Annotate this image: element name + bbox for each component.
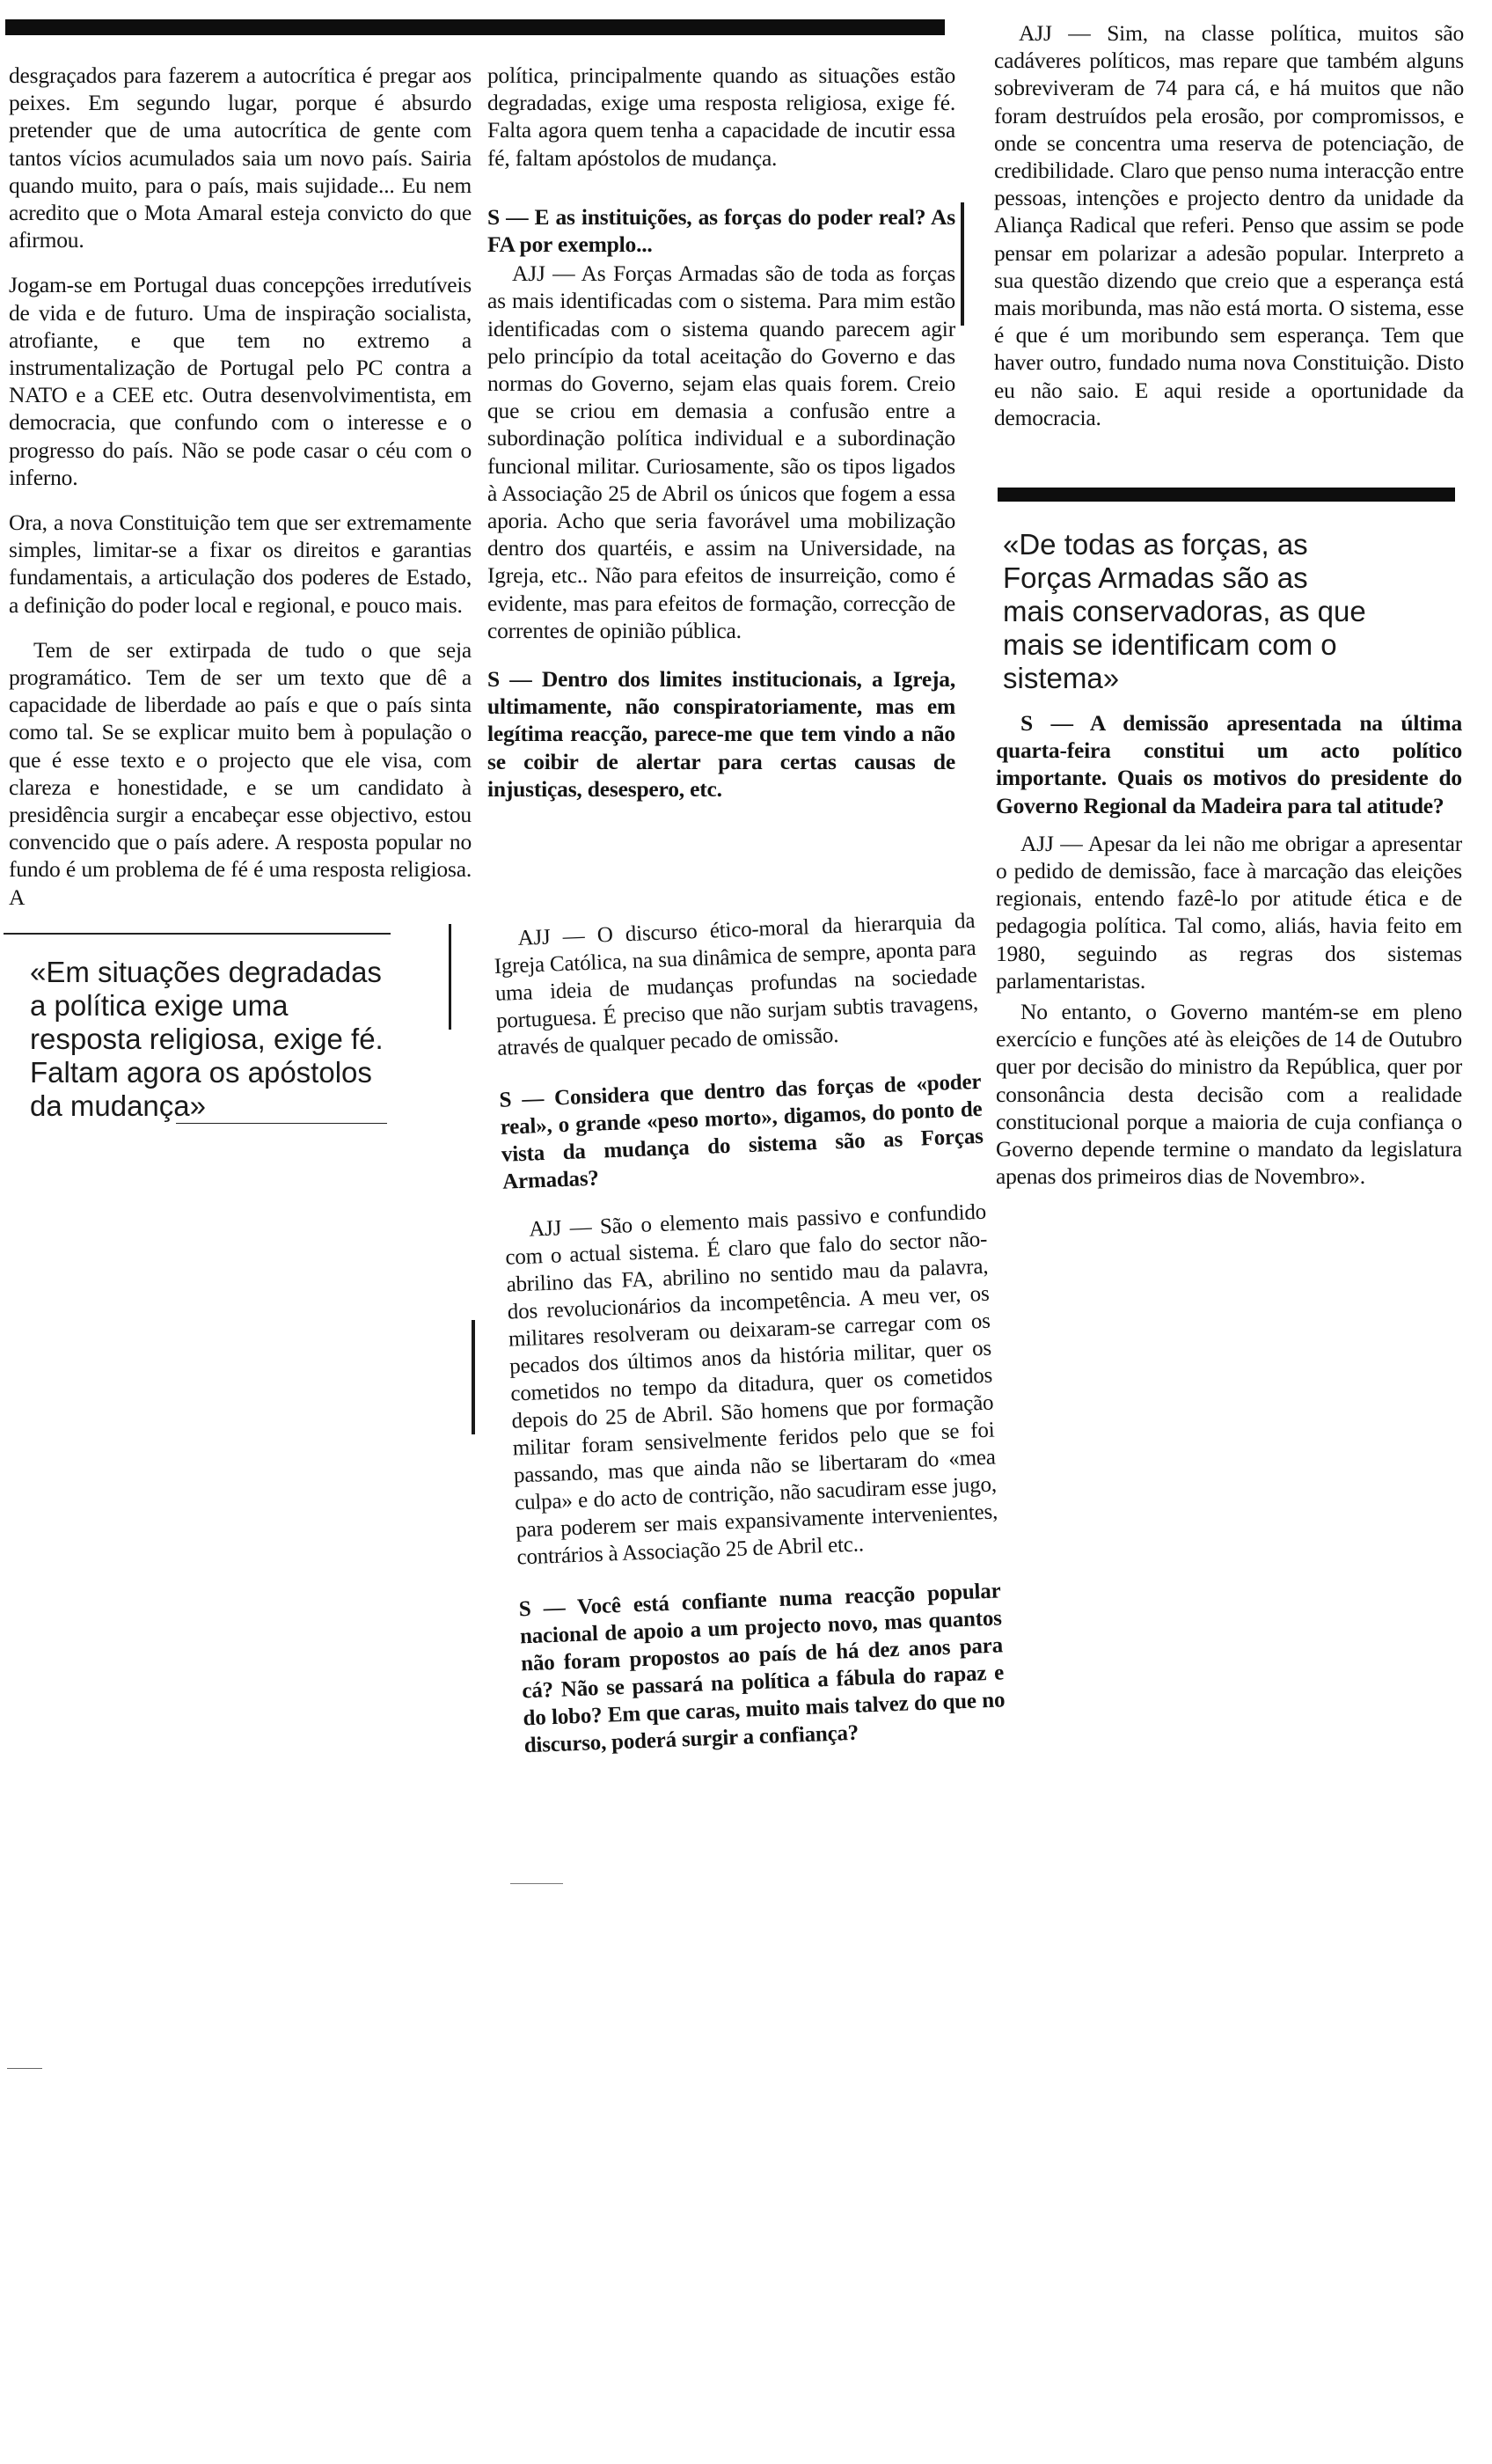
column-2-bottom	[493, 907, 1007, 1777]
pullquote1-top-rule	[4, 933, 391, 935]
column1-paragraph: Jogam-se em Portugal duas concepções irredutíveis de vida e de futuro. Uma de inspiração socialista, atrofiante, e que tem no extremo a instrumentalização de Portugal pelo PC contra a NATO e a CEE etc. Outra desenvolvimentista, em democracia, que confundo com o interesse e o progresso do país. Não se pode casar o céu com o inferno.	[9, 272, 472, 490]
pullquote1-bottom-rule	[176, 1123, 387, 1124]
column3-separator-rule	[998, 488, 1455, 502]
top-rule-left	[5, 19, 945, 35]
pullquote-2: «De todas as forças, as Forças Armadas são as mais conservadoras, as que mais se identificam com o sistema»	[1003, 528, 1366, 694]
column2-side-rule	[961, 202, 964, 326]
interview-answer: AJJ — Apesar da lei não me obrigar a apresentar o pedido de demissão, face à marcação das eleições regionais, entendo fazê-lo por atitude ética e de pedagogia política. Tal como, aliás, havia feito em 1980, seguindo as regras dos sistemas parlamentaristas.	[996, 830, 1462, 994]
interview-answer: AJJ — Sim, na classe política, muitos são cadáveres políticos, mas repare que também alguns sobreviveram de 74 para cá, e há muitos que não foram destruídos pela erosão, por compromissos, e onde se concentra uma reserva de potenciação, de credibilidade. Claro que penso numa interacção entre pessoas, intenções e projecto dentro da unidade da Aliança Radical que referi. Penso que assim se pode pensar em polarizar a adesão popular. Interpreto a sua questão dizendo que creio que a esperança está mais moribunda, mas não está morta. O sistema, esse é que é um moribundo sem esperança. Tem que haver outro, fundado numa nova Constituição. Disto eu não saio. E aqui reside a oportunidade da democracia.	[994, 20, 1464, 430]
column-3	[994, 19, 1464, 449]
column1-paragraph: desgraçados para fazerem a autocrítica é pregar aos peixes. Em segundo lugar, porque é absurdo pretender que de uma autocrítica de gente com tantos vícios acumulados saia um novo país. Sairia quando muito, para o país, mais sujidade... Eu nem acredito que o Mota Amaral esteja convicto do que afirmou.	[9, 62, 472, 253]
interview-question: S — A demissão apresentada na última quarta-feira constitui um acto político importante. Quais os motivos do presidente do Governo Regional da Madeira para tal atitude?	[996, 710, 1462, 818]
interview-question: S — Considera que dentro das forças de «poder real», o grande «peso morto», digamos, do ponto de vista da mudança do sistema são as Forças Armadas?	[499, 1069, 984, 1194]
column-3-lower	[996, 709, 1462, 1207]
interview-answer: AJJ — O discurso ético-moral da hierarquia da Igreja Católica, na sua dinâmica de sempre, aponta para uma ideia de mudanças profundas na sociedade portuguesa. É preciso que não surjam subtis travagens, através de qualquer pecado de omissão.	[494, 908, 979, 1060]
scan-dash	[7, 2068, 42, 2069]
interview-answer: AJJ — São o elemento mais passivo e confundido com o actual sistema. É claro que falo do sector não-abrilino das FA, abrilino no sentido mau da palavra, dos revolucionários da incompetência. A meu ver, os militares resolveram ou deixaram-se carregar com os pecados dos últimos anos da história militar, quer os cometidos no tempo da ditadura, quer os cometidos depois do 25 de Abril. São homens que por formação militar foram sensivelmente feridos pelo que se foi passando, mas que ainda não se libertaram do «mea culpa» e do acto de contrição, não sacudiram esse jugo, para poderem ser mais expansivamente intervenientes, contrários à Associação 25 de Abril etc..	[504, 1199, 998, 1570]
interview-question: S — Você está confiante numa reacção popular nacional de apoio a um projecto novo, mas quantos não foram propostos ao país de há dez anos para cá? Não se passará na política a fábula do rapaz e do lobo? Em que caras, muito mais talvez do que no discurso, poderá surgir a confiança?	[518, 1579, 1006, 1758]
interview-answer: No entanto, o Governo mantém-se em pleno exercício e funções até às eleições de 14 de Outubro quer por decisão do ministro da República, quer por consonância desta decisão com a realidade constitucional porque a maioria de cuja confiança o Governo depende termine o mandato da legislatura apenas dos primeiros dias de Novembro».	[996, 999, 1462, 1190]
column1-paragraph: Ora, a nova Constituição tem que ser extremamente simples, limitar-se a fixar os direitos e garantias fundamentais, a articulação dos poderes de Estado, a definição do poder local e regional, e pouco mais.	[9, 510, 472, 618]
column-1	[9, 62, 472, 928]
scan-dash	[510, 1883, 563, 1884]
column2-bottom-side-rule-2	[472, 1320, 475, 1434]
pullquote-1: «Em situações degradadas a política exige uma resposta religiosa, exige fé. Faltam agora os apóstolos da mudança»	[30, 956, 384, 1122]
column1-paragraph: Tem de ser extirpada de tudo o que seja programático. Tem de ser um texto que dê a capacidade de liberdade ao país e que o país sinta como tal. Se se explicar muito bem à população o que é esse texto e o projecto que ele visa, com clareza e honestidade, e se um candidato à presidência surgir a encabeçar esse objectivo, estou convencido que o país adere. A resposta popular no fundo é um problema de fé é uma resposta religiosa. A	[9, 636, 472, 910]
column2-text: política, principalmente quando as situações estão degradadas, exige uma resposta religiosa, exige fé. Falta agora quem tenha a capacidade de incutir essa fé, faltam apóstolos de mudança.	[487, 62, 955, 171]
interview-answer: AJJ — As Forças Armadas são de toda as forças as mais identificadas com o sistema. Para mim estão identificadas com o sistema quando parecem agir pelo princípio da total aceitação do Governo e das normas do Governo, sejam elas quais forem. Creio que se criou em demasia a confusão entre a subordinação política individual e a subordinação funcional militar. Curiosamente, são os tipos ligados à Associação 25 de Abril os únicos que fogem a essa aporia. Acho que seria favorável uma mobilização dentro dos quartéis, e assim na Universidade, na Igreja, etc.. Não para efeitos de insurreição, como é evidente, mas para efeitos de formação, correcção de correntes de opinião pública.	[487, 260, 955, 643]
interview-question: S — Dentro dos limites institucionais, a Igreja, ultimamente, não conspiratoriamente, mas em legítima reacção, parece-me que tem vindo a não se coibir de alertar para certas causas de injustiças, desespero, etc.	[487, 666, 955, 802]
interview-question: S — E as instituições, as forças do poder real? As FA por exemplo...	[487, 203, 955, 258]
column-2-top	[487, 62, 955, 820]
column2-bottom-side-rule	[449, 924, 451, 1030]
